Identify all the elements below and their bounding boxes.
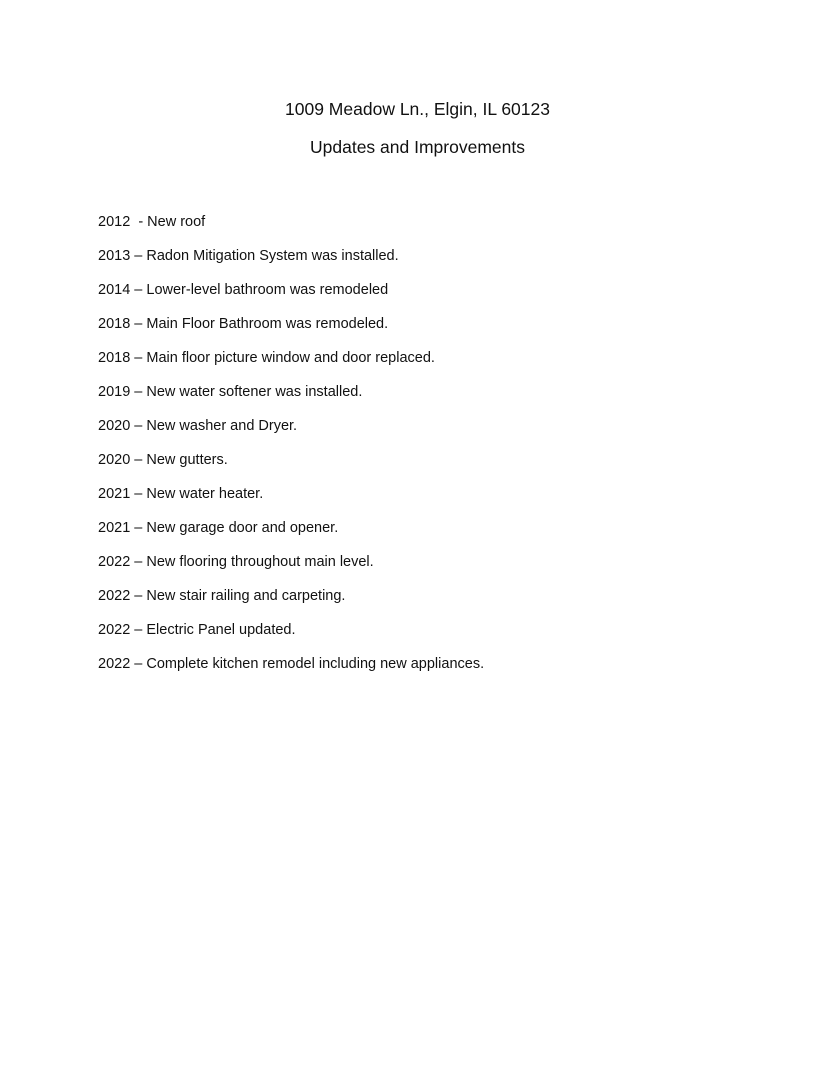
list-item: 2018 – Main floor picture window and door replaced. (98, 350, 435, 366)
list-item: 2022 – Electric Panel updated. (98, 622, 296, 638)
list-item: 2019 – New water softener was installed. (98, 384, 363, 400)
improvements-list (98, 212, 484, 688)
list-item: 2013 – Radon Mitigation System was installed. (98, 248, 399, 264)
property-address: 1009 Meadow Ln., Elgin, IL 60123 (285, 99, 550, 119)
list-item: 2018 – Main Floor Bathroom was remodeled. (98, 316, 389, 332)
list-item: 2020 – New washer and Dryer. (98, 418, 298, 434)
list-item: 2014 – Lower-level bathroom was remodeled (98, 282, 389, 298)
list-item: 2022 – Complete kitchen remodel including new appliances. (98, 656, 485, 672)
list-item: 2022 – New stair railing and carpeting. (98, 588, 346, 604)
list-item: 2021 – New garage door and opener. (98, 520, 339, 536)
document-header (0, 97, 835, 159)
list-item: 2020 – New gutters. (98, 452, 228, 468)
list-item: 2012 - New roof (98, 214, 206, 230)
list-item: 2022 – New flooring throughout main level. (98, 554, 374, 570)
document-title: Updates and Improvements (310, 137, 525, 157)
list-item: 2021 – New water heater. (98, 486, 264, 502)
